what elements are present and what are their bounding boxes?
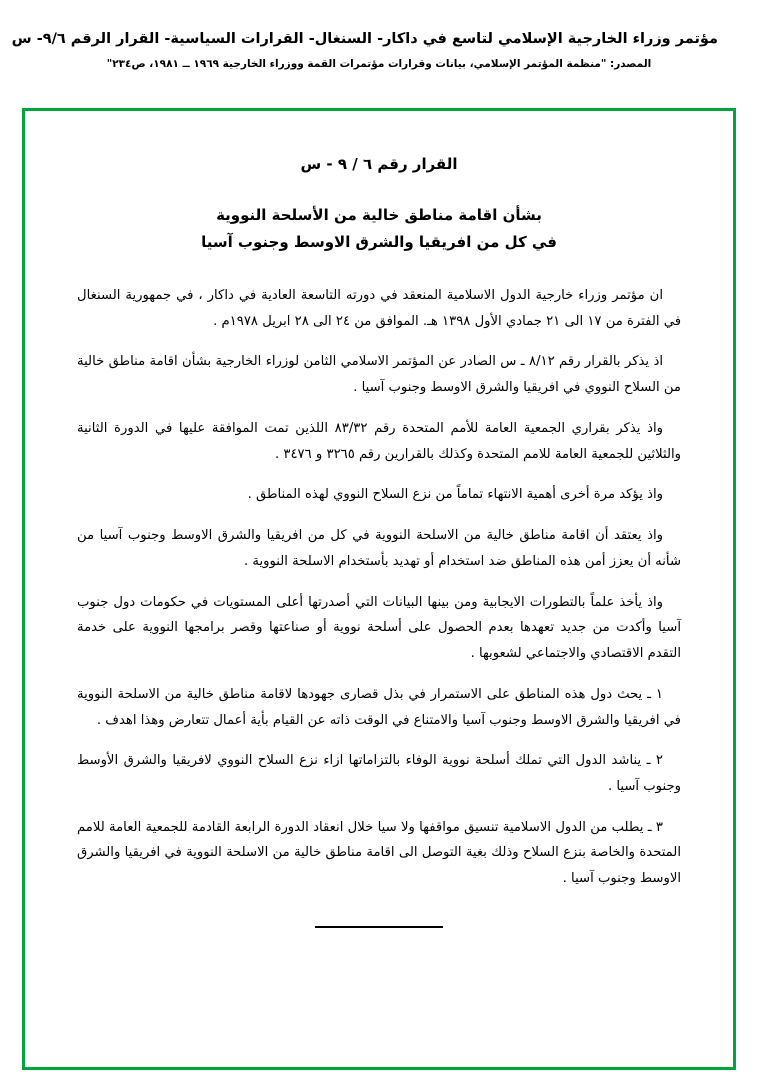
clause-1: ١ ـ يحث دول هذه المناطق على الاستمرار في بذل قصارى جهودها لاقامة مناطق خالية من الاسلحة النووية في افريقيا والشرق الاوسط وجنوب آسيا والامتناع في الوقت ذاته عن القيام بأية أعمال تتعارض وهذا اهدف . (77, 686, 681, 728)
document-body (25, 111, 733, 1067)
resolution-subject-line-1: بشأن اقامة مناطق خالية من الأسلحة النووية (216, 205, 542, 224)
paragraph-4: واذ يؤكد مرة أخرى أهمية الانتهاء تماماً من نزع السلاح النووي لهذه المناطق . (247, 487, 663, 503)
resolution-number: القرار رقم ٦ / ٩ - س (300, 155, 458, 173)
clause-2: ٢ ـ يناشد الدول التي تملك أسلحة نووية الوفاء بالتزاماتها ازاء نزع السلاح النووي لافريقيا والشرق الأوسط وجنوب آسيا . (77, 753, 681, 795)
document-header (0, 0, 758, 71)
end-of-document-rule (315, 926, 443, 928)
paragraph-1: ان مؤتمر وزراء خارجية الدول الاسلامية المنعقد في دورته التاسعة العادية في داكار ، في جمهورية السنغال في الفترة من ١٧ الى ٢١ جمادي الأول ١٣٩٨ هـ. الموافق من ٢٤ الى ٢٨ ابريل ١٩٧٨م . (77, 288, 681, 329)
header-title: مؤتمر وزراء الخارجية الإسلامي لتاسع في داكار- السنغال- القرارات السياسية- القرار الرقم ٩/٦- س (11, 31, 718, 47)
paragraph-2: اذ يذكر بالقرار رقم ٨/١٢ ـ س الصادر عن المؤتمر الاسلامي الثامن لوزراء الخارجية بشأن اقامة مناطق خالية من السلاح النووي في افريقيا والشرق الاوسط وجنوب آسيا . (77, 354, 681, 396)
paragraph-6: واذ يأخذ علماً بالتطورات الايجابية ومن بينها البيانات التي أصدرتها أعلى المستويات في حكومات دول جنوب آسيا وأكدت من جديد تعهدها بعدم الحصول على أسلحة نووية أو صناعتها وقصر برامجها النووية على خدمة التقدم الاقتصادي والاجتماعي لشعوبها . (77, 594, 681, 662)
resolution-subject-line-2: في كل من افريقيا والشرق الاوسط وجنوب آسيا (201, 233, 557, 252)
paragraph-5: واذ يعتقد أن اقامة مناطق خالية من الاسلحة النووية في كل من افريقيا والشرق الاوسط وجنوب آسيا من شأنه أن يعزز أمن هذه المناطق ضد استخدام أو تهديد بأستخدام الاسلحة النووية . (77, 528, 681, 569)
green-border-frame (22, 108, 736, 1070)
resolution-subject (77, 202, 681, 258)
header-source: المصدر: "منظمة المؤتمر الإسلامي، بيانات وقرارات مؤتمرات القمة ووزراء الخارجية ١٩٦٩ ــ ١٩٨١، ص٢٣٤" (106, 57, 652, 70)
paragraph-3: واذ يذكر بقراري الجمعية العامة للأمم المتحدة رقم ٨٣/٣٢ اللذين تمت الموافقة عليها في الدورة الثانية والثلاثين للجمعية العامة للامم المتحدة وكذلك بالقرارين رقم ٣٢٦٥ و ٣٤٧٦ . (77, 420, 681, 462)
clause-3: ٣ ـ يطلب من الدول الاسلامية تنسيق مواقفها ولا سيا خلال انعقاد الدورة الرابعة القادمة للجمعية العامة للامم المتحدة والخاصة بنزع السلاح وذلك بغية التوصل الى اقامة مناطق خالية من الاسلحة النووية في افريقيا والشرق الاوسط وجنوب آسيا . (77, 819, 681, 887)
